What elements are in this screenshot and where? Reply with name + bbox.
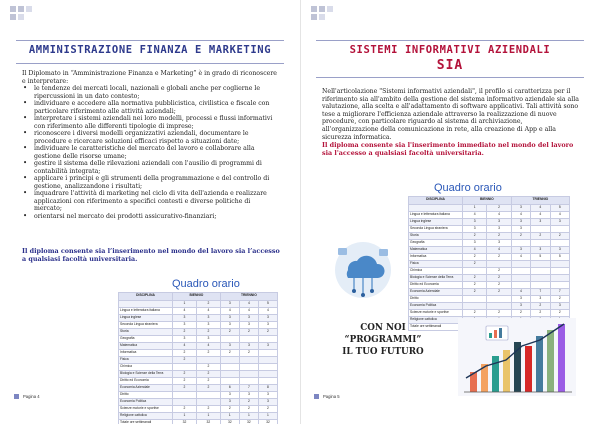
hours-cell	[511, 239, 530, 246]
hours-cell: 2	[487, 281, 511, 288]
table-row	[119, 363, 278, 370]
hours-cell: 1	[258, 412, 277, 419]
page-number: Pagina 5	[323, 394, 340, 399]
hours-cell: 2	[531, 309, 550, 316]
hours-cell: 3	[511, 302, 530, 309]
subject-cell: Diritto	[119, 391, 173, 398]
table-row	[409, 281, 570, 288]
hours-cell: 2	[487, 309, 511, 316]
hours-cell: 3	[220, 391, 239, 398]
subject-cell: Fisica	[119, 356, 173, 363]
hours-cell	[220, 335, 239, 342]
hours-cell: 3	[511, 295, 530, 302]
hours-cell	[258, 335, 277, 342]
hours-cell	[511, 281, 530, 288]
column-header: BIENNIO	[463, 197, 512, 205]
hours-cell: 3	[531, 218, 550, 225]
hours-cell: 2	[239, 349, 258, 356]
hours-cell: 1	[239, 412, 258, 419]
hours-cell: 3	[487, 218, 511, 225]
table-row	[119, 335, 278, 342]
hours-cell	[531, 239, 550, 246]
year-header: 3	[511, 204, 530, 211]
hours-cell: 2	[173, 405, 197, 412]
hours-cell: 2	[196, 349, 220, 356]
hours-cell	[550, 225, 569, 232]
hours-cell	[463, 295, 487, 302]
hours-cell	[531, 267, 550, 274]
hours-cell: 2	[196, 370, 220, 377]
hours-cell: 3	[550, 218, 569, 225]
hours-cell: 3	[258, 391, 277, 398]
hours-cell	[258, 370, 277, 377]
hours-cell: 4	[258, 307, 277, 314]
table-row	[409, 253, 570, 260]
hours-cell: 2	[196, 363, 220, 370]
hours-cell: 2	[487, 232, 511, 239]
hours-cell: 3	[220, 314, 239, 321]
hours-cell: 3	[220, 398, 239, 405]
hours-cell: 4	[511, 211, 530, 218]
table-row	[409, 309, 570, 316]
hours-cell	[220, 370, 239, 377]
subject-cell: Geografia	[409, 239, 463, 246]
table-row	[409, 274, 570, 281]
subject-cell: Seconda Lingua straniera	[409, 225, 463, 232]
hours-cell: 2	[463, 288, 487, 295]
hours-cell: 2	[511, 309, 530, 316]
hours-cell	[487, 260, 511, 267]
hours-cell: 7	[550, 288, 569, 295]
subject-cell: Biologia e Scienze della Terra	[409, 274, 463, 281]
hours-cell: 2	[550, 309, 569, 316]
page-title: SISTEMI INFORMATIVI AZIENDALI	[349, 44, 551, 56]
hours-cell: 3	[463, 225, 487, 232]
subject-cell: Scienze motorie e sportive	[409, 309, 463, 316]
hours-cell: 3	[239, 321, 258, 328]
hours-cell: 2	[173, 328, 197, 335]
hours-cell: 3	[196, 314, 220, 321]
hours-cell: 32	[220, 419, 239, 424]
hours-cell: 5	[531, 253, 550, 260]
hours-cell: 4	[487, 211, 511, 218]
table-row	[409, 218, 570, 225]
hours-cell: 2	[196, 377, 220, 384]
footer-square-icon	[314, 394, 319, 399]
hours-cell: 3	[196, 335, 220, 342]
list-item: • gestire il sistema delle rilevazioni aziendali con l'ausilio di programmi di contabilità integrata;	[22, 160, 280, 175]
hours-cell	[550, 274, 569, 281]
year-header: 5	[258, 300, 277, 307]
hours-cell	[258, 356, 277, 363]
subject-cell: Totale ore settimanali	[119, 419, 173, 424]
intro-paragraph: Nell'articolazione "Sistemi informativi aziendali", il profilo si caratterizza per il riferimento sia all'ambito della gestione del sistema informativo aziendale sia alla valutazione, alla scelta e all'adattamento di software applicativi. Tali attività sono tese a migliorare l'efficienza aziendale attraverso la realizzazione di nuove procedure, con particolare riguardo al sistema di archiviazione, all'organizzazione della comunicazione in rete, alla creazione di App e alla sicurezza informatica.	[322, 88, 579, 141]
hours-cell	[258, 349, 277, 356]
schedule-table	[408, 196, 570, 331]
hours-cell	[550, 281, 569, 288]
hours-cell: 3	[173, 335, 197, 342]
hours-cell: 3	[511, 246, 530, 253]
hours-cell: 2	[196, 328, 220, 335]
hours-cell	[239, 377, 258, 384]
table-row	[119, 342, 278, 349]
hours-cell	[511, 267, 530, 274]
hours-cell: 4	[487, 246, 511, 253]
subject-cell: Diritto	[409, 295, 463, 302]
list-item: • applicare i principi e gli strumenti della programmazione e del controllo di gestione, analizzandone i risultati;	[22, 175, 280, 190]
hours-cell: 1	[173, 412, 197, 419]
subject-cell: Lingua inglese	[119, 314, 173, 321]
year-header: 5	[550, 204, 569, 211]
year-header: 4	[239, 300, 258, 307]
subject-cell: Lingua e letteratura italiana	[119, 307, 173, 314]
page-subtitle: SIA	[436, 58, 464, 73]
subject-cell: Economia Politica	[409, 302, 463, 309]
hours-cell: 32	[239, 419, 258, 424]
hours-cell: 2	[220, 405, 239, 412]
hours-cell: 7	[531, 288, 550, 295]
table-cell	[409, 204, 463, 211]
hours-cell	[173, 398, 197, 405]
hours-cell: 32	[173, 419, 197, 424]
table-row	[119, 391, 278, 398]
table-row	[119, 328, 278, 335]
hours-cell: 4	[239, 307, 258, 314]
hours-cell	[220, 377, 239, 384]
hours-cell: 3	[511, 218, 530, 225]
list-item: • inquadrare l'attività di marketing nel ciclo di vita dell'azienda e realizzare applicazioni con riferimento a specifici contesti e diverse politiche di mercato;	[22, 190, 280, 213]
subject-cell: Economia Politica	[119, 398, 173, 405]
hours-cell	[173, 363, 197, 370]
table-row	[409, 260, 570, 267]
hours-cell: 2	[550, 232, 569, 239]
page-footer	[314, 394, 340, 399]
hours-cell: 4	[196, 342, 220, 349]
column-header: DISCIPLINA	[409, 197, 463, 205]
hours-cell: 1	[196, 412, 220, 419]
year-header: 2	[487, 204, 511, 211]
hours-cell: 3	[531, 246, 550, 253]
table-row	[119, 377, 278, 384]
hours-cell: 3	[239, 314, 258, 321]
hours-cell: 6	[220, 384, 239, 391]
hours-cell: 2	[239, 328, 258, 335]
subject-cell: Chimica	[119, 363, 173, 370]
hours-cell	[196, 356, 220, 363]
hours-cell	[258, 363, 277, 370]
column-header: DISCIPLINA	[119, 293, 173, 301]
list-item: • le tendenze dei mercati locali, nazionali e globali anche per coglierne le ripercussioni in un dato contesto;	[22, 85, 280, 100]
subject-cell: Storia	[409, 232, 463, 239]
hours-cell: 3	[258, 342, 277, 349]
hours-cell: 3	[258, 314, 277, 321]
hours-cell	[258, 377, 277, 384]
hours-cell	[239, 370, 258, 377]
hours-cell: 32	[258, 419, 277, 424]
hours-cell: 2	[463, 309, 487, 316]
slogan-line: CON NOI “PROGRAMMI”	[344, 323, 422, 345]
table-row	[119, 419, 278, 424]
corner-decoration	[311, 6, 333, 28]
hours-cell: 2	[173, 370, 197, 377]
hours-cell	[173, 391, 197, 398]
diploma-note: Il diploma consente sia l’inserimento nel mondo del lavoro sia l’accesso a qualsiasi facoltà universitaria.	[22, 247, 280, 263]
hours-cell: 4	[463, 246, 487, 253]
list-item: • orientarsi nel mercato dei prodotti assicurativo-finanziari;	[22, 213, 280, 221]
hours-cell: 5	[550, 253, 569, 260]
subject-cell: Lingua inglese	[409, 218, 463, 225]
table-row	[119, 370, 278, 377]
skills-list	[22, 85, 280, 220]
table-row	[119, 405, 278, 412]
hours-cell	[531, 260, 550, 267]
schedule-table	[118, 292, 278, 424]
hours-cell	[531, 281, 550, 288]
hours-cell	[463, 267, 487, 274]
hours-cell: 4	[550, 211, 569, 218]
hours-cell: 3	[239, 391, 258, 398]
hours-cell: 2	[173, 384, 197, 391]
hours-cell: 2	[220, 328, 239, 335]
table-row	[409, 225, 570, 232]
hours-cell: 3	[173, 314, 197, 321]
year-header: 1	[463, 204, 487, 211]
table-row	[409, 246, 570, 253]
slogan	[322, 322, 444, 358]
subject-cell: Biologia e Scienze della Terra	[119, 370, 173, 377]
hours-cell: 2	[531, 232, 550, 239]
hours-cell	[196, 398, 220, 405]
hours-cell: 2	[463, 253, 487, 260]
hours-cell: 3	[258, 398, 277, 405]
hours-cell	[463, 302, 487, 309]
subject-cell: Lingua e letteratura italiana	[409, 211, 463, 218]
subject-cell: Economia Aziendale	[409, 288, 463, 295]
hours-cell: 1	[220, 412, 239, 419]
table-row	[119, 412, 278, 419]
hours-cell	[239, 335, 258, 342]
year-header: 2	[196, 300, 220, 307]
table-row	[409, 288, 570, 295]
hours-cell: 3	[220, 342, 239, 349]
page-title: AMMINISTRAZIONE FINANZA E MARKETING	[28, 44, 272, 56]
hours-cell: 3	[487, 239, 511, 246]
hours-cell: 2	[258, 405, 277, 412]
hours-cell: 2	[258, 328, 277, 335]
intro-paragraph: Il Diplomato in “Amministrazione Finanza e Marketing” è in grado di riconoscere e interpretare:	[22, 70, 277, 85]
table-row	[409, 267, 570, 274]
subject-cell: Matematica	[409, 246, 463, 253]
table-row	[409, 302, 570, 309]
hours-cell	[550, 267, 569, 274]
hours-cell	[220, 356, 239, 363]
footer-square-icon	[14, 394, 19, 399]
hours-cell: 3	[550, 302, 569, 309]
subject-cell: Seconda Lingua straniera	[119, 321, 173, 328]
hours-cell	[196, 391, 220, 398]
hours-cell: 3	[463, 218, 487, 225]
table-row	[119, 349, 278, 356]
hours-cell: 2	[463, 281, 487, 288]
hours-cell: 2	[487, 253, 511, 260]
hours-cell	[239, 363, 258, 370]
hours-cell: 2	[487, 288, 511, 295]
hours-cell: 3	[173, 321, 197, 328]
subject-cell: Diritto ed Economia	[119, 377, 173, 384]
list-item: • individuare le caratteristiche del mercato del lavoro e collaborare alla gestione delle risorse umane;	[22, 145, 280, 160]
hours-cell: 2	[511, 232, 530, 239]
corner-decoration	[10, 6, 32, 28]
hours-cell	[239, 356, 258, 363]
hours-cell: 3	[220, 321, 239, 328]
hours-cell	[531, 274, 550, 281]
hours-cell: 2	[239, 405, 258, 412]
hours-cell: 2	[220, 349, 239, 356]
hours-cell: 2	[173, 349, 197, 356]
hours-cell: 3	[239, 342, 258, 349]
subject-cell: Chimica	[409, 267, 463, 274]
hours-cell: 4	[173, 307, 197, 314]
hours-cell: 3	[550, 246, 569, 253]
hours-cell	[550, 239, 569, 246]
year-header: 4	[531, 204, 550, 211]
hours-cell: 2	[487, 267, 511, 274]
year-header: 3	[220, 300, 239, 307]
slogan-line: IL TUO FUTURO	[342, 347, 424, 357]
subject-cell: Informatica	[119, 349, 173, 356]
list-item: • individuare e accedere alla normativa pubblicistica, civilistica e fiscale con particolare riferimento alle attività aziendali;	[22, 100, 280, 115]
hours-cell: 2	[173, 356, 197, 363]
column-header: TRIENNIO	[220, 293, 277, 301]
table-row	[119, 314, 278, 321]
hours-cell: 4	[511, 288, 530, 295]
table-row	[119, 307, 278, 314]
list-item: • riconoscere i diversi modelli organizzativi aziendali, documentare le procedure e ricercare soluzioni efficaci rispetto a situazioni date;	[22, 130, 280, 145]
hours-cell	[531, 225, 550, 232]
page-footer	[14, 394, 40, 399]
subject-cell: Matematica	[119, 342, 173, 349]
table-row	[409, 232, 570, 239]
hours-cell: 3	[531, 295, 550, 302]
hours-cell: 32	[196, 419, 220, 424]
list-item: • interpretare i sistemi aziendali nei loro modelli, processi e flussi informativi con riferimento alle differenti tipologie di imprese;	[22, 115, 280, 130]
hours-cell: 3	[511, 225, 530, 232]
hours-cell: 3	[487, 225, 511, 232]
subject-cell: Scienze motorie e sportive	[119, 405, 173, 412]
hours-cell: 4	[173, 342, 197, 349]
hours-cell: 2	[173, 377, 197, 384]
diploma-note: Il diploma consente sia l'inserimento immediato nel mondo del lavoro sia l'accesso a qualsiasi facoltà universitaria.	[322, 141, 574, 157]
hours-cell	[487, 295, 511, 302]
hours-cell: 8	[258, 384, 277, 391]
hours-cell: 7	[239, 384, 258, 391]
hours-cell: 3	[463, 239, 487, 246]
column-header: TRIENNIO	[511, 197, 569, 205]
schedule-title: Quadro orario	[434, 182, 502, 194]
table-cell	[119, 300, 173, 307]
hours-cell	[220, 363, 239, 370]
subject-cell: Religione cattolica	[119, 412, 173, 419]
year-header: 1	[173, 300, 197, 307]
hours-cell	[511, 274, 530, 281]
hours-cell	[511, 260, 530, 267]
subject-cell: Storia	[119, 328, 173, 335]
schedule-title: Quadro orario	[172, 278, 240, 290]
table-row	[409, 239, 570, 246]
table-row	[409, 211, 570, 218]
hours-cell: 2	[239, 398, 258, 405]
table-row	[119, 384, 278, 391]
hours-cell	[550, 260, 569, 267]
hours-cell: 3	[196, 321, 220, 328]
subject-cell: Totale ore settimanali	[409, 323, 463, 330]
column-header: BIENNIO	[173, 293, 221, 301]
subject-cell: Fisica	[409, 260, 463, 267]
hours-cell: 2	[550, 295, 569, 302]
subject-cell: Informatica	[409, 253, 463, 260]
growth-chart-illustration	[456, 316, 578, 398]
page-number: Pagina 4	[23, 394, 40, 399]
subject-cell: Economia Aziendale	[119, 384, 173, 391]
hours-cell: 2	[463, 232, 487, 239]
subject-cell: Geografia	[119, 335, 173, 342]
hours-cell: 4	[531, 211, 550, 218]
hours-cell	[487, 302, 511, 309]
cloud-network-illustration	[330, 240, 396, 300]
table-row	[119, 398, 278, 405]
table-row	[119, 356, 278, 363]
hours-cell: 4	[511, 253, 530, 260]
hours-cell: 2	[463, 260, 487, 267]
table-row	[119, 321, 278, 328]
subject-cell: Diritto ed Economia	[409, 281, 463, 288]
subject-cell: Religione cattolica	[409, 316, 463, 323]
table-row	[409, 295, 570, 302]
hours-cell: 4	[196, 307, 220, 314]
hours-cell: 4	[220, 307, 239, 314]
hours-cell: 3	[258, 321, 277, 328]
hours-cell: 4	[463, 211, 487, 218]
hours-cell: 2	[463, 274, 487, 281]
hours-cell: 2	[196, 405, 220, 412]
hours-cell: 2	[531, 302, 550, 309]
hours-cell: 2	[487, 274, 511, 281]
hours-cell: 2	[196, 384, 220, 391]
